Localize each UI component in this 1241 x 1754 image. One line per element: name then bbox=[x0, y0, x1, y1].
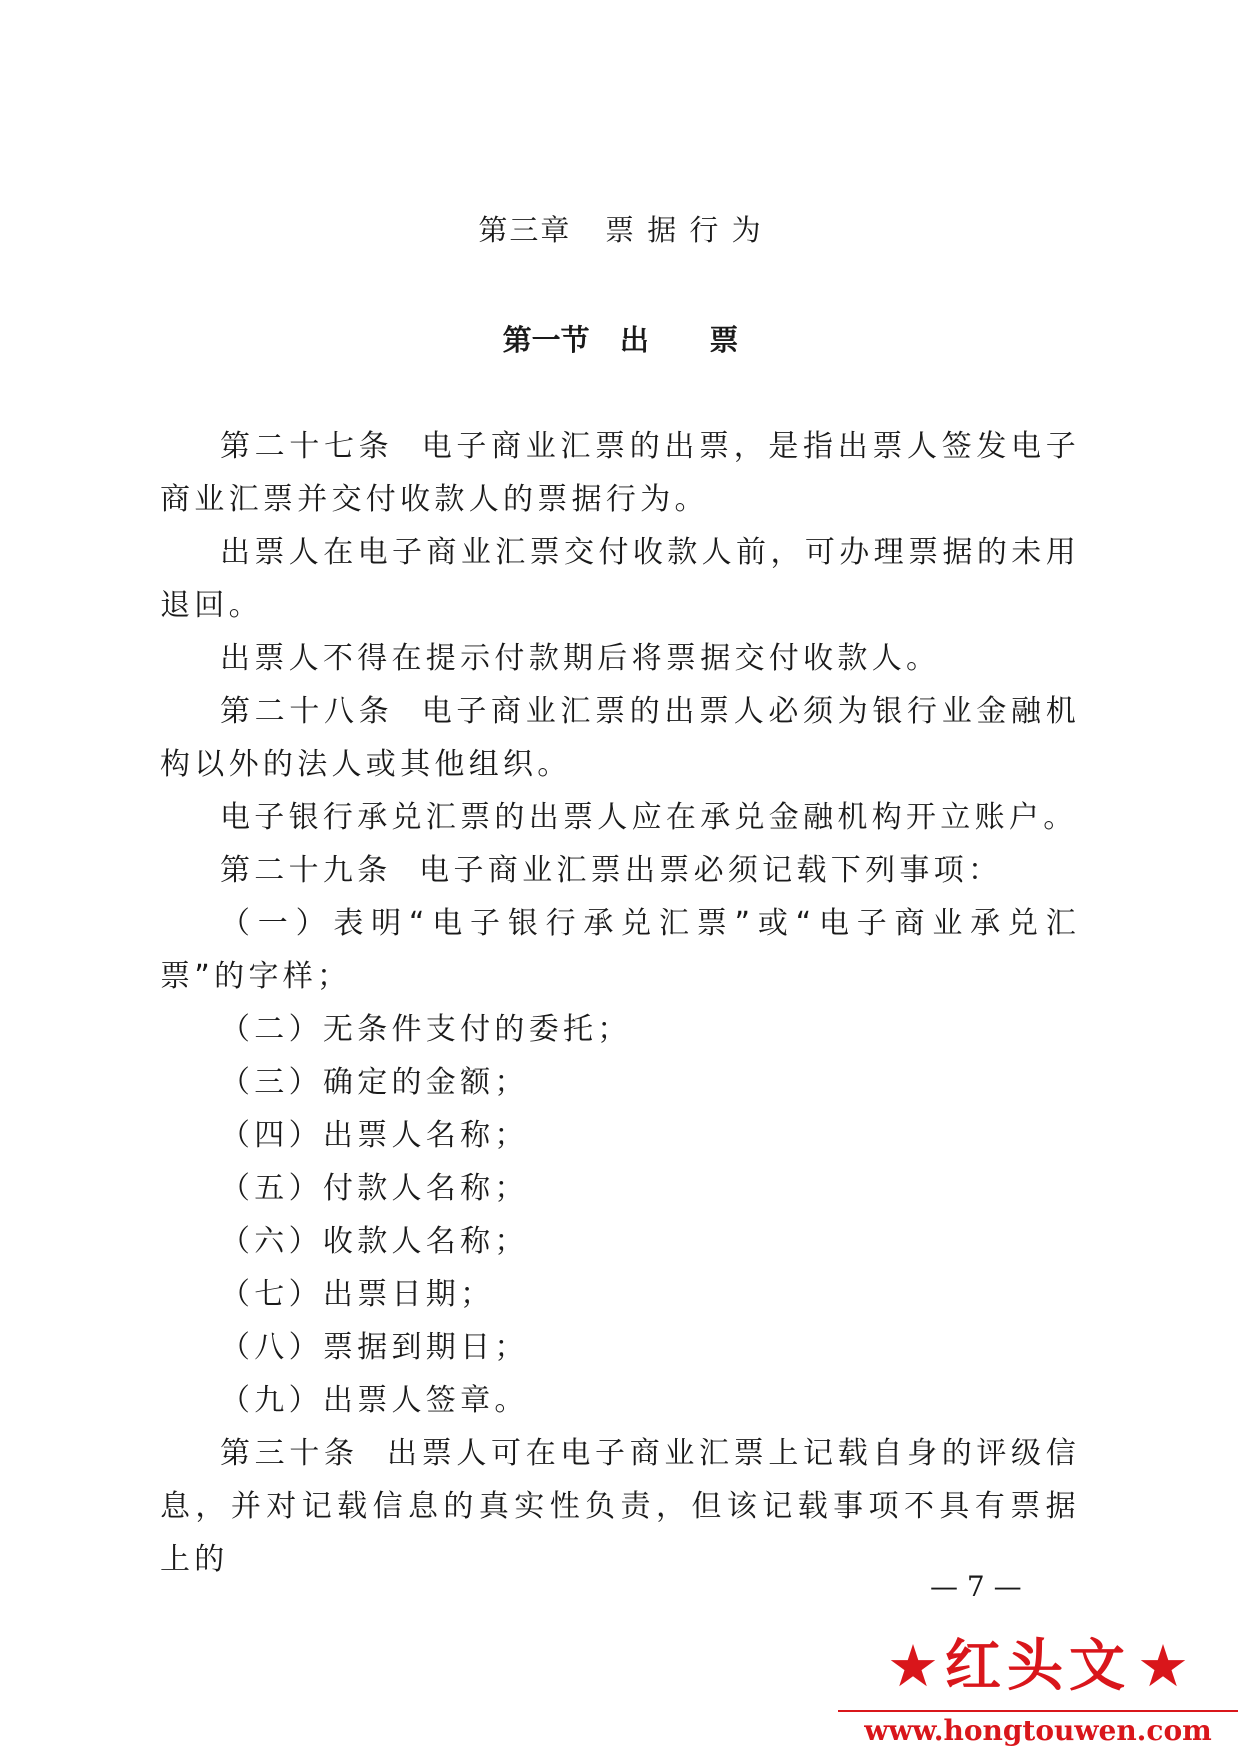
chapter-title: 第三章 票 据 行 为 bbox=[478, 213, 763, 247]
paragraph: 电子银行承兑汇票的出票人应在承兑金融机构开立账户。 bbox=[220, 800, 1078, 835]
watermark-logo bbox=[838, 1626, 1238, 1746]
body-text bbox=[160, 420, 1080, 1586]
paragraph-article-30: 第三十条 出票人可在电子商业汇票上记载自身的评级信息，并对记载信息的真实性负责，但该记载事项不具有票据上的 bbox=[160, 1436, 1080, 1577]
watermark-name: 红头文 bbox=[945, 1633, 1131, 1699]
list-item: （九）出票人签章。 bbox=[220, 1383, 529, 1418]
paragraph-article-28: 第二十八条 电子商业汇票的出票人必须为银行业金融机构以外的法人或其他组织。 bbox=[160, 694, 1080, 782]
watermark-url: www.hongtouwen.com bbox=[838, 1710, 1238, 1747]
page-number: — 7 — bbox=[930, 1570, 1022, 1603]
star-icon: ★ bbox=[1137, 1632, 1189, 1700]
paragraph-article-27: 第二十七条 电子商业汇票的出票，是指出票人签发电子商业汇票并交付收款人的票据行为。 bbox=[160, 429, 1080, 517]
paragraph: 出票人不得在提示付款期后将票据交付收款人。 bbox=[220, 641, 941, 676]
star-icon: ★ bbox=[887, 1632, 939, 1700]
list-item: （二）无条件支付的委托； bbox=[220, 1012, 632, 1047]
list-item: （一）表明“电子银行承兑汇票”或“电子商业承兑汇票”的字样； bbox=[160, 906, 1080, 994]
paragraph-article-29: 第二十九条 电子商业汇票出票必须记载下列事项： bbox=[220, 853, 1003, 888]
watermark-title bbox=[838, 1626, 1238, 1706]
list-item: （五）付款人名称； bbox=[220, 1171, 529, 1206]
list-item: （七）出票日期； bbox=[220, 1277, 495, 1312]
section-title: 第一节 出 票 bbox=[502, 323, 739, 357]
list-item: （三）确定的金额； bbox=[220, 1065, 529, 1100]
paragraph: 出票人在电子商业汇票交付收款人前，可办理票据的未用退回。 bbox=[160, 535, 1080, 623]
list-item: （四）出票人名称； bbox=[220, 1118, 529, 1153]
list-item: （八）票据到期日； bbox=[220, 1330, 529, 1365]
list-item: （六）收款人名称； bbox=[220, 1224, 529, 1259]
